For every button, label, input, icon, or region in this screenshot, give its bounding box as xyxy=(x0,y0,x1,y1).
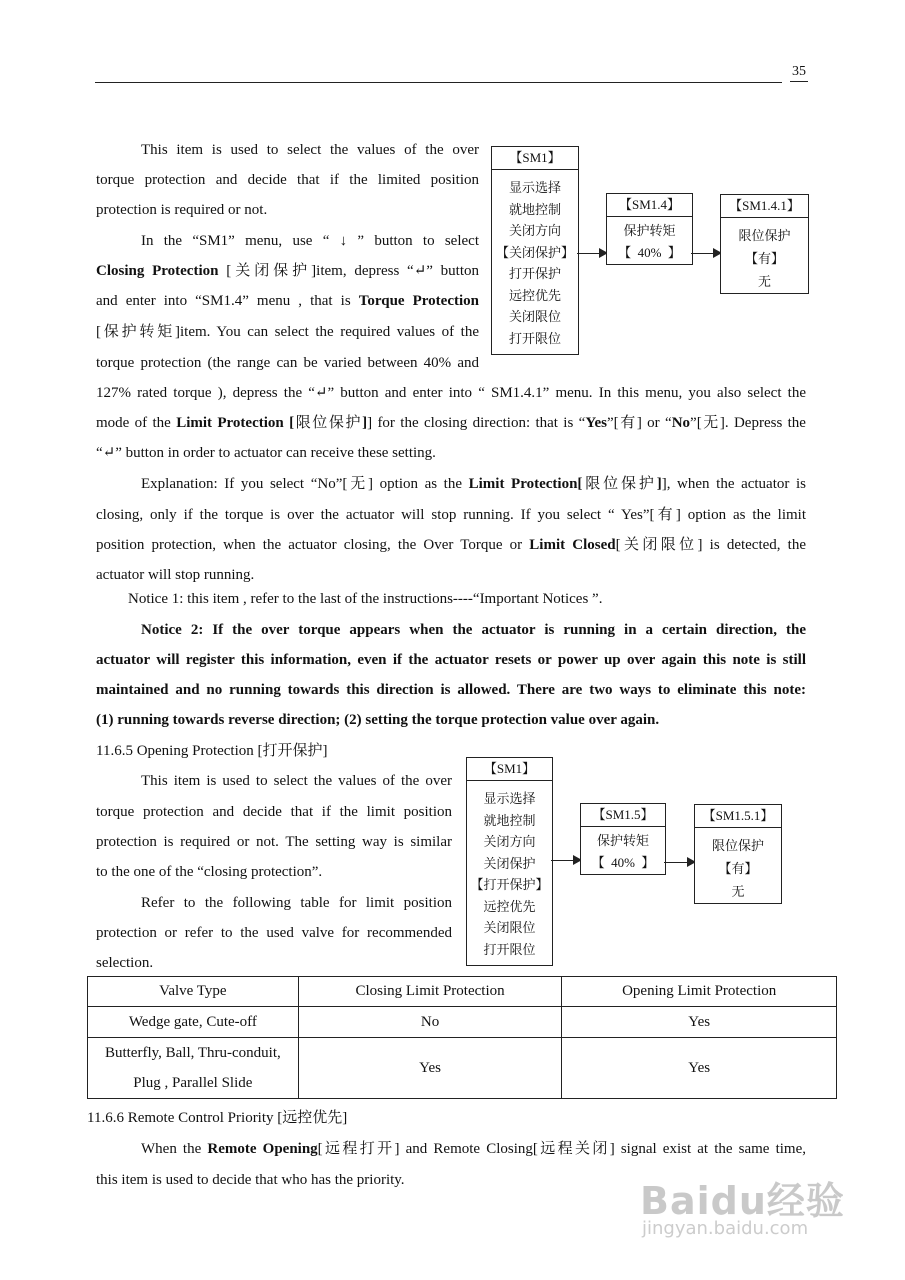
remote-line1: When the Remote Opening[远程打开] and Remote Closing[远程关闭] signal exist at the same time, xyxy=(141,1141,806,1157)
sm1-menu-title-2: 【SM1】 xyxy=(467,758,552,781)
closing-p1-line2: torque protection and decide that if the limited position xyxy=(96,172,479,188)
opening-p1-line1: This item is used to select the values of the over xyxy=(141,773,452,789)
sm14-menu-box xyxy=(606,193,693,265)
sm1-item: 打开限位 xyxy=(483,941,536,957)
closing-p2-line7: mode of the Limit Protection [限位保护]] for the closing direction: that is “Yes”[有] or “No”[无]. Depress the xyxy=(96,415,806,431)
closing-p2-line5: torque protection (the range can be varied between 40% and xyxy=(96,355,479,371)
notice-2-line2: actuator will register this information, even if the actuator resets or power up over again this note is still xyxy=(96,652,806,668)
sm1-menu-box xyxy=(491,146,579,355)
table-cell: Yes xyxy=(562,1007,837,1038)
closing-p2-line4: [保护转矩]item. You can select the required values of the xyxy=(96,324,479,340)
sm151-item: 无 xyxy=(731,884,745,899)
sm151-item: 限位保护 xyxy=(711,838,764,853)
remote-line2: this item is used to decide that who has the priority. xyxy=(96,1172,405,1188)
sm1-item: 就地控制 xyxy=(483,812,536,828)
sm1-menu-box-2 xyxy=(466,757,553,966)
arrow-sm1-to-sm15 xyxy=(551,860,580,861)
sm1-item: 显示选择 xyxy=(483,791,536,806)
closing-p2-line1: In the “SM1” menu, use “ ↓ ” button to select xyxy=(141,233,479,249)
table-cell: Yes xyxy=(562,1038,837,1099)
table-row xyxy=(88,1038,837,1099)
notice-2-line1: Notice 2: If the over torque appears when the actuator is running in a certain direction, the xyxy=(141,622,806,638)
table-cell: Yes xyxy=(298,1038,562,1099)
closing-p3-line3: position protection, when the actuator closing, the Over Torque or Limit Closed[关闭限位] is detected, the xyxy=(96,537,807,553)
sm1-item: 打开限位 xyxy=(508,330,561,346)
table-header-cell: Valve Type xyxy=(88,977,299,1007)
sm14-value: 【 40% 】 xyxy=(618,244,681,260)
baidu-watermark-url: jingyan.baidu.com xyxy=(642,1218,809,1239)
sm1-item: 远控优先 xyxy=(508,287,561,303)
closing-p1-line1: This item is used to select the values of the over xyxy=(141,142,479,158)
sm14-item: 保护转矩 xyxy=(623,223,676,238)
remote-heading: 11.6.6 Remote Control Priority [远控优先] xyxy=(87,1110,348,1126)
sm1-item: 关闭限位 xyxy=(508,309,561,324)
table-header-cell: Closing Limit Protection xyxy=(298,977,562,1007)
sm1-item: 关闭保护 xyxy=(483,855,536,871)
sm151-menu-box xyxy=(694,804,782,904)
table-cell-line: Plug , Parallel Slide xyxy=(133,1075,253,1091)
sm151-menu-title: 【SM1.5.1】 xyxy=(695,805,781,828)
opening-p2-line3: selection. xyxy=(96,955,154,971)
sm1-item: 关闭方向 xyxy=(483,834,536,849)
closing-p3-line4: actuator will stop running. xyxy=(96,567,255,583)
table-cell: Wedge gate, Cute-off xyxy=(88,1007,299,1038)
sm1-item: 显示选择 xyxy=(508,180,561,195)
opening-p1-line2: torque protection and decide that if the limit position xyxy=(96,804,452,820)
sm151-item-selected: 【有】 xyxy=(718,861,758,876)
opening-p1-line4: to the one of the “closing protection”. xyxy=(96,864,323,880)
sm141-item-selected: 【有】 xyxy=(744,251,784,266)
sm15-value: 【 40% 】 xyxy=(591,854,655,870)
table-header-row xyxy=(88,977,837,1007)
sm15-item: 保护转矩 xyxy=(596,833,649,848)
closing-p2-line6: 127% rated torque ), depress the “↵” button and enter into “ SM1.4.1” menu. In this menu, you also select the xyxy=(96,385,806,401)
sm141-item: 无 xyxy=(757,274,771,289)
opening-p2-line1: Refer to the following table for limit position xyxy=(141,895,452,911)
closing-p3-line2: closing, only if the torque is over the actuator will stop running. If you select “ Yes”[有] option as the limit xyxy=(96,507,806,523)
arrow-sm15-to-sm151 xyxy=(664,862,694,863)
notice-2-line4: (1) running towards reverse direction; (2) setting the torque protection value over again. xyxy=(96,712,660,728)
table-cell: No xyxy=(298,1007,562,1038)
sm1-item-selected: 【关闭保护】 xyxy=(495,244,574,260)
arrow-sm1-to-sm14 xyxy=(577,253,606,254)
sm1-menu-title: 【SM1】 xyxy=(492,147,578,170)
valve-protection-table xyxy=(87,976,837,1099)
table-cell xyxy=(88,1038,299,1099)
closing-p2-line8: “↵” button in order to actuator can receive these setting. xyxy=(96,445,436,461)
page-number: 35 xyxy=(790,64,808,82)
closing-p2-line3: and enter into “SM1.4” menu , that is Torque Protection xyxy=(96,293,479,309)
header-rule xyxy=(95,82,782,83)
closing-p3-line1: Explanation: If you select “No”[无] option as the Limit Protection[限位保护]], when the actuator is xyxy=(141,476,806,492)
notice-2-line3: maintained and no running towards this direction is allowed. There are two ways to eliminate this note: xyxy=(96,682,806,698)
table-row xyxy=(88,1007,837,1038)
sm1-item-selected: 【打开保护】 xyxy=(470,877,549,892)
sm15-menu-title: 【SM1.5】 xyxy=(581,804,665,827)
sm14-menu-title: 【SM1.4】 xyxy=(607,194,692,217)
notice-1: Notice 1: this item , refer to the last of the instructions----“Important Notices ”. xyxy=(128,591,603,607)
sm1-item: 打开保护 xyxy=(508,266,561,281)
closing-p1-line3: protection is required or not. xyxy=(96,202,268,218)
table-header-cell: Opening Limit Protection xyxy=(562,977,837,1007)
arrow-sm14-to-sm141 xyxy=(691,253,720,254)
baidu-watermark-logo: Baidu经验 xyxy=(640,1179,845,1223)
opening-heading: 11.6.5 Opening Protection [打开保护] xyxy=(96,743,328,759)
closing-p2-line2: Closing Protection [关闭保护]item, depress “↵” button xyxy=(96,263,480,279)
opening-p1-line3: protection is required or not. The setting way is similar xyxy=(96,834,452,850)
sm1-item: 关闭限位 xyxy=(483,920,536,935)
sm1-item: 远控优先 xyxy=(483,898,536,914)
table-cell-line: Butterfly, Ball, Thru-conduit, xyxy=(104,1045,281,1061)
sm1-item: 就地控制 xyxy=(508,201,561,217)
opening-p2-line2: protection or refer to the used valve for recommended xyxy=(96,925,452,941)
sm141-menu-box xyxy=(720,194,809,294)
sm15-menu-box xyxy=(580,803,666,875)
sm141-menu-title: 【SM1.4.1】 xyxy=(721,195,808,218)
sm141-item: 限位保护 xyxy=(738,228,791,243)
sm1-item: 关闭方向 xyxy=(508,223,561,238)
